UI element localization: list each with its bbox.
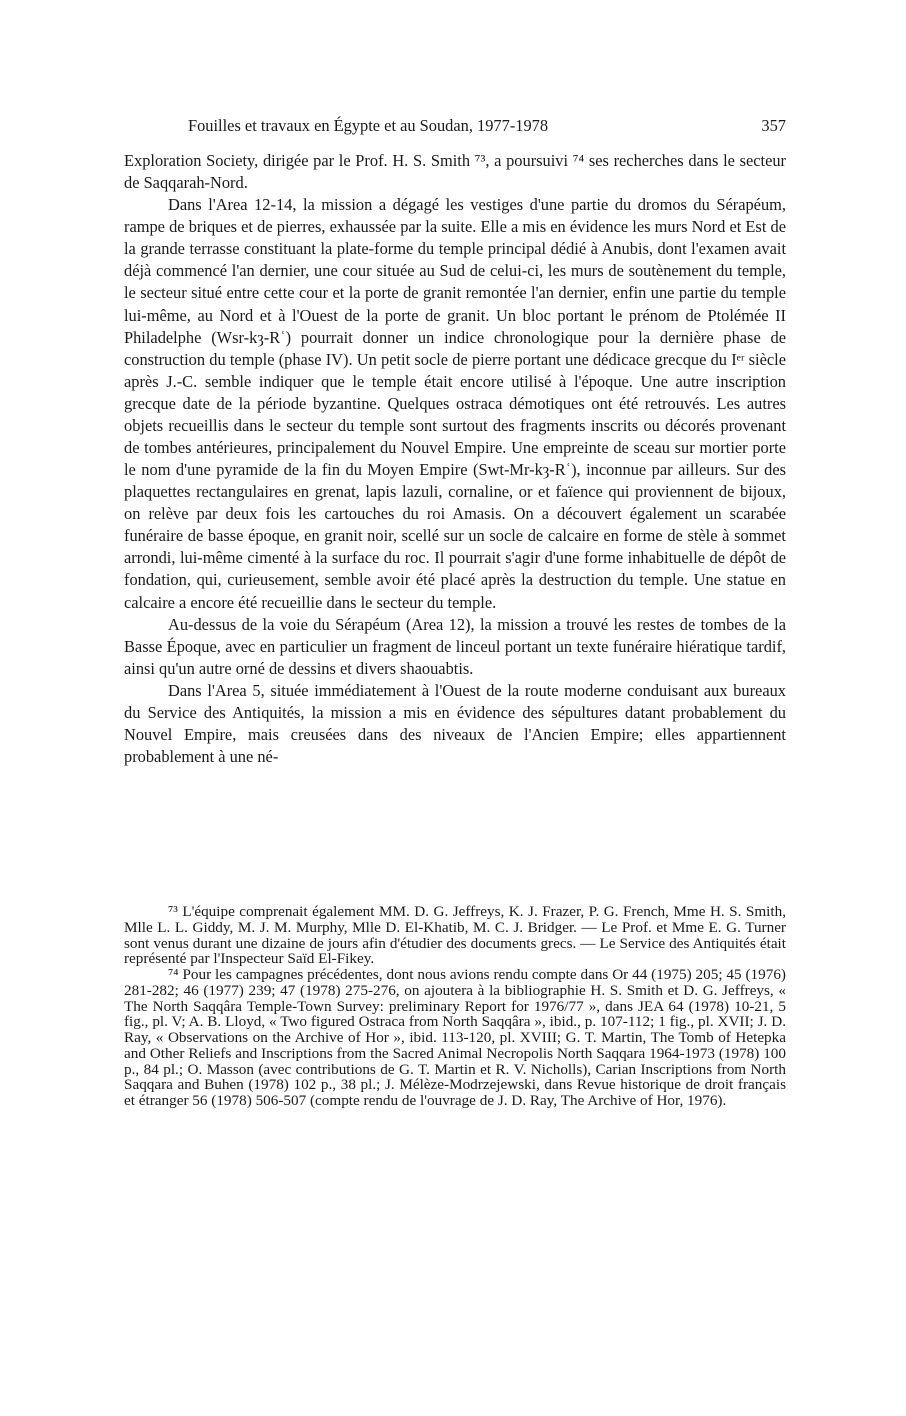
main-text <box>124 150 786 768</box>
body-paragraph: Exploration Society, dirigée par le Prof. H. S. Smith ⁷³, a poursuivi ⁷⁴ ses recherches dans le secteur de Saqqarah-Nord. <box>124 151 786 193</box>
footnote-74: ⁷⁴ Pour les campagnes précédentes, dont nous avions rendu compte dans Or 44 (1975) 205; 45 (1976) 281-282; 46 (1977) 239; 47 (1978) 275-276, on ajoutera à la bibliographie H. S. Smith et D. G. Jeffreys, « The North Saqqâra Temple-Town Survey: preliminary Report for 1976/77 », dans JEA 64 (1978) 10-21, 5 fig., pl. V; A. B. Lloyd, « Two figured Ostraca from North Saqqâra », ibid., p. 107-112; 1 fig., pl. XVII; J. D. Ray, « Observations on the Archive of Hor », ibid. 113-120, pl. XVIII; G. T. Martin, The Tomb of Hetepka and Other Reliefs and Inscriptions from the Sacred Animal Necropolis North Saqqara 1964-1973 (1978) 100 p., 84 pl.; O. Masson (avec contributions de G. T. Martin et R. V. Nicholls), Carian Inscriptions from North Saqqara and Buhen (1978) 102 p., 38 pl.; J. Mélèze-Modrzejewski, dans Revue historique de droit français et étranger 56 (1978) 506-507 (compte rendu de l'ouvrage de J. D. Ray, The Archive of Hor, 1976). <box>124 966 786 1109</box>
body-paragraph: Dans l'Area 12-14, la mission a dégagé les vestiges d'une partie du dromos du Sérapéum, rampe de briques et de pierres, exhaussée par la suite. Elle a mis en évidence les murs Nord et Est de la grande terrasse constituant la plate-forme du temple principal dédié à Anubis, dont l'examen avait déjà commencé l'an dernier, une cour située au Sud de celui-ci, les murs de soutènement du temple, le secteur situé entre cette cour et la porte de granit remontée l'an dernier, enfin une partie du temple lui-même, au Nord et à l'Ouest de la porte de granit. Un bloc portant le prénom de Ptolémée II Philadelphe (Wsr-kȝ-Rʿ) pourrait donner un indice chronologique pour la dernière phase de construction du temple (phase IV). Un petit socle de pierre portant une dédicace grecque du Iᵉʳ siècle après J.-C. semble indiquer que le temple était encore utilisé à l'époque. Une autre inscription grecque date de la période byzantine. Quelques ostraca démotiques ont été retrouvés. Les autres objets recueillis dans le secteur du temple sont surtout des fragments inscrits ou décorés provenant de tombes antérieures, principalement du Nouvel Empire. Une empreinte de sceau sur mortier porte le nom d'une pyramide de la fin du Moyen Empire (Swt-Mr-kȝ-Rʿ), inconnue par ailleurs. Sur des plaquettes rectangulaires en grenat, lapis lazuli, cornaline, or et faïence qui proviennent de bijoux, on relève par deux fois les cartouches du roi Amasis. On a découvert également un scarabée funéraire de basse époque, en granit noir, scellé sur un socle de calcaire en forme de stèle à sommet arrondi, lui-même cimenté à la surface du roc. Il pourrait s'agir d'une forme inhabituelle de dépôt de fondation, qui, curieusement, semble avoir été placé après la destruction du temple. Une statue en calcaire a encore été recueillie dans le secteur du temple. <box>124 195 786 612</box>
footnotes <box>124 904 786 1109</box>
body-paragraph: Au-dessus de la voie du Sérapéum (Area 12), la mission a trouvé les restes de tombes de la Basse Époque, avec en particulier un fragment de linceul portant un texte funéraire hiératique tardif, ainsi qu'un autre orné de dessins et divers shaouabtis. <box>124 614 786 678</box>
running-title: Fouilles et travaux en Égypte et au Soudan, 1977-1978 <box>188 116 549 135</box>
page-number: 357 <box>761 116 786 135</box>
body-paragraph: Dans l'Area 5, située immédiatement à l'Ouest de la route moderne conduisant aux bureaux du Service des Antiquités, la mission a mis en évidence des sépultures datant probablement du Nouvel Empire, mais creusées dans des niveaux de l'Ancien Empire; elles appartiennent probablement à une né- <box>124 680 786 767</box>
footnote-73: ⁷³ L'équipe comprenait également MM. D. G. Jeffreys, K. J. Frazer, P. G. French, Mme H. S. Smith, Mlle L. L. Giddy, M. J. M. Murphy, Mlle D. El-Khatib, M. C. J. Bridger. — Le Prof. et Mme E. G. Turner sont venus durant une dizaine de jours afin d'étudier des documents grecs. — Le Service des Antiquités était représenté par l'Inspecteur Saïd El-Fikey. <box>124 903 786 968</box>
